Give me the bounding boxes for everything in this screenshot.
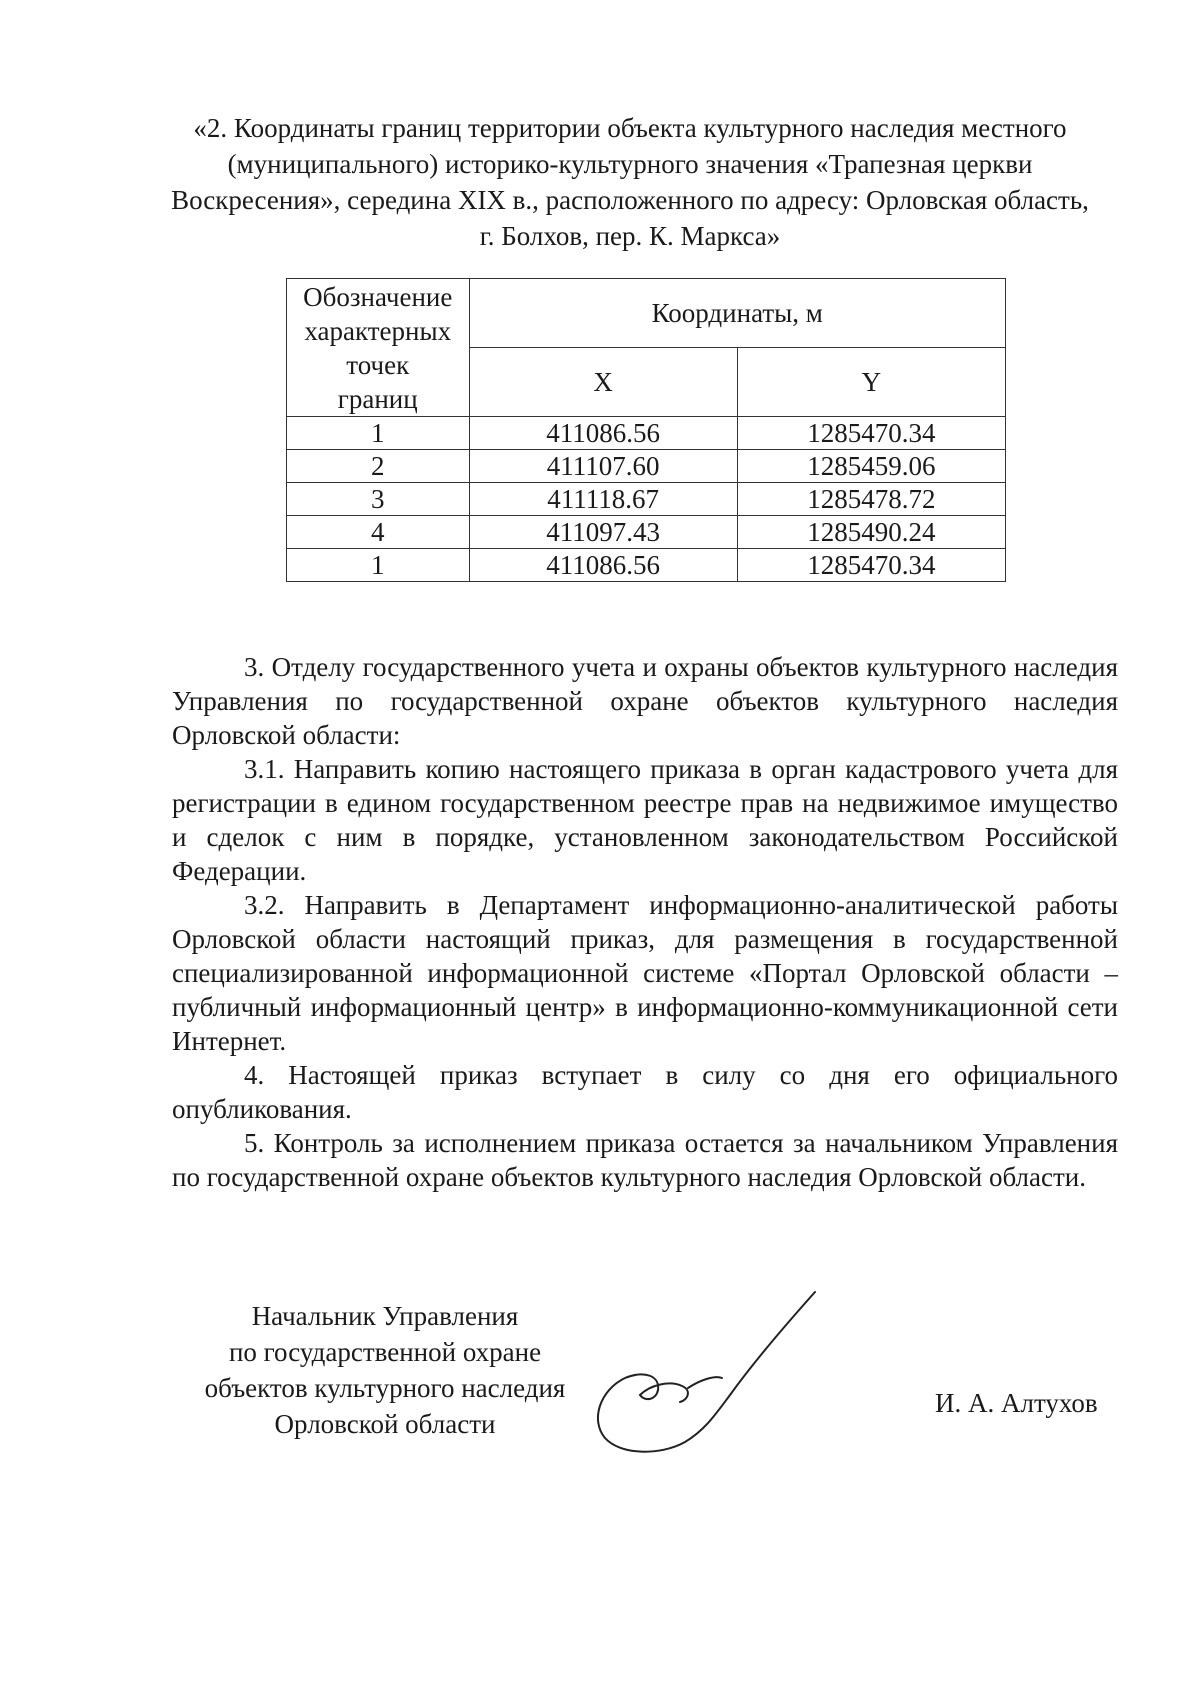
cell-y: 1285470.34 bbox=[737, 417, 1005, 450]
paragraph-3: 3. Отделу государственного учета и охраны объектов культурного наследия Управления по государственной охране объектов культурного наследия Орловской области: bbox=[172, 652, 1118, 750]
header-coordinates: Координаты, м bbox=[469, 279, 1005, 348]
header-y: Y bbox=[737, 348, 1005, 417]
table-row bbox=[287, 417, 1006, 450]
table-header-row bbox=[287, 279, 1006, 348]
signatory-name: И. А. Алтухов bbox=[935, 1388, 1098, 1418]
signatory-title-line: по государственной охране bbox=[228, 1337, 542, 1367]
cell-y: 1285490.24 bbox=[737, 516, 1005, 549]
cell-x: 411107.60 bbox=[469, 450, 737, 483]
cell-y: 1285478.72 bbox=[737, 483, 1005, 516]
cell-x: 411086.56 bbox=[469, 417, 737, 450]
header-x: X bbox=[469, 348, 737, 417]
cell-y: 1285459.06 bbox=[737, 450, 1005, 483]
cell-point: 4 bbox=[287, 516, 470, 549]
table-row bbox=[287, 549, 1006, 582]
coordinates-table bbox=[286, 278, 1006, 582]
signatory-title-line: Начальник Управления bbox=[251, 1301, 519, 1331]
heading-line-2: (муниципального) историко-культурного значения «Трапезная церкви bbox=[227, 149, 1033, 179]
signatory-title-line: объектов культурного наследия bbox=[204, 1373, 566, 1403]
body-text bbox=[172, 650, 1118, 1194]
header-label-line: Обозначение bbox=[303, 281, 453, 312]
signatory-title-line: Орловской области bbox=[274, 1409, 496, 1439]
cell-point: 2 bbox=[287, 450, 470, 483]
header-label-line: характерных bbox=[304, 315, 452, 346]
paragraph-3-1: 3.1. Направить копию настоящего приказа в орган кадастрового учета для регистрации в едином государственном реестре прав на недвижимое имущество и сделок с ним в порядке, установленном законодательством Российской Федерации. bbox=[172, 754, 1118, 886]
table-row bbox=[287, 516, 1006, 549]
section-heading bbox=[150, 110, 1110, 254]
cell-point: 1 bbox=[287, 549, 470, 582]
signatory-title bbox=[180, 1298, 590, 1442]
header-label-line: точек bbox=[346, 349, 410, 380]
heading-line-3: Воскресения», середина XIX в., расположенного по адресу: Орловская область, bbox=[171, 185, 1089, 215]
cell-x: 411118.67 bbox=[469, 483, 737, 516]
table-row bbox=[287, 483, 1006, 516]
heading-line-1: «2. Координаты границ территории объекта культурного наследия местного bbox=[193, 113, 1067, 143]
handwritten-signature bbox=[590, 1290, 850, 1460]
cell-point: 1 bbox=[287, 417, 470, 450]
paragraph-4: 4. Настоящей приказ вступает в силу со дня его официального опубликования. bbox=[172, 1060, 1118, 1124]
heading-line-4: г. Болхов, пер. К. Маркса» bbox=[479, 221, 781, 251]
cell-x: 411086.56 bbox=[469, 549, 737, 582]
header-point-label bbox=[287, 279, 470, 417]
cell-point: 3 bbox=[287, 483, 470, 516]
paragraph-5: 5. Контроль за исполнением приказа остается за начальником Управления по государственной охране объектов культурного наследия Орловской области. bbox=[172, 1128, 1118, 1192]
cell-x: 411097.43 bbox=[469, 516, 737, 549]
header-label-line: границ bbox=[337, 383, 418, 414]
table-row bbox=[287, 450, 1006, 483]
paragraph-3-2: 3.2. Направить в Департамент информационно-аналитической работы Орловской области настоящий приказ, для размещения в государственной специализированной информационной системе «Портал Орловской области – публичный информационный центр» в информационно-коммуникационной сети Интернет. bbox=[172, 890, 1118, 1056]
cell-y: 1285470.34 bbox=[737, 549, 1005, 582]
